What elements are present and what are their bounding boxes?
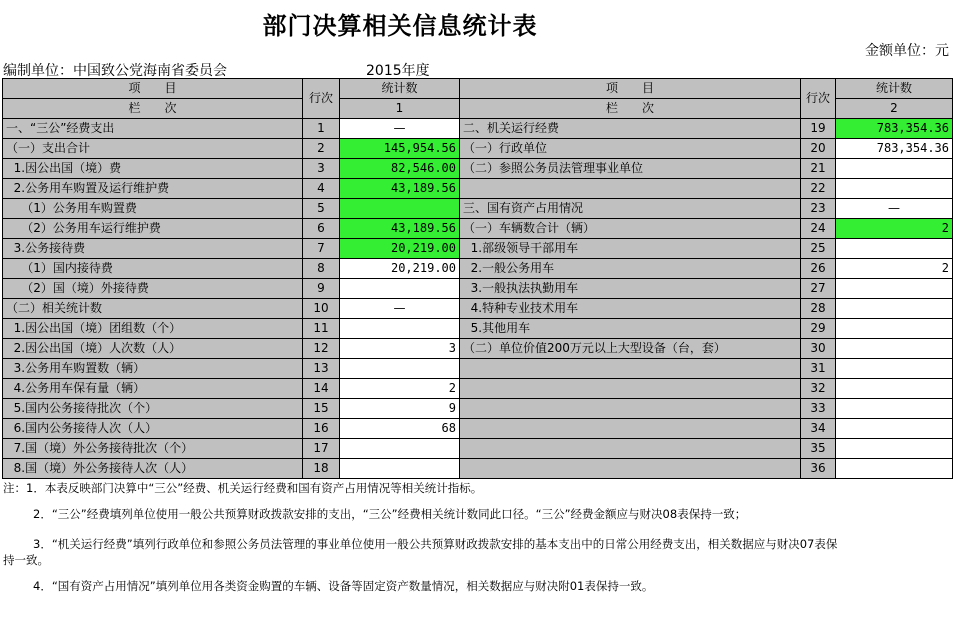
left-row-number: 6 (303, 219, 340, 239)
right-stat-value: — (836, 199, 953, 219)
right-item-label: （二）参照公务员法管理事业单位 (460, 159, 801, 179)
right-row-number: 25 (801, 239, 836, 259)
left-stat-value: 9 (340, 399, 460, 419)
right-row-number: 19 (801, 119, 836, 139)
left-stat-value: 82,546.00 (340, 159, 460, 179)
left-row-number: 9 (303, 279, 340, 299)
left-stat-value (340, 319, 460, 339)
table-row (3, 299, 953, 319)
header-rownum-left: 行次 (303, 79, 340, 119)
left-row-number: 18 (303, 459, 340, 479)
right-item-label (460, 439, 801, 459)
left-stat-value (340, 439, 460, 459)
right-item-label: 5.其他用车 (460, 319, 801, 339)
right-item-label (460, 379, 801, 399)
right-stat-value: 783,354.36 (836, 119, 953, 139)
note-3: 3．“机关运行经费”填列行政单位和参照公务员法管理的事业单位使用一般公共预算财政拨款安排的基本支出中的日常公用经费支出，相关数据应与财决07表保 (33, 537, 838, 551)
left-item-label: 8.国（境）外公务接待人次（人） (3, 459, 303, 479)
statistics-table (2, 78, 953, 479)
header-rownum-right: 行次 (801, 79, 836, 119)
header-item-left: 项 目 (3, 79, 303, 99)
right-stat-value: 783,354.36 (836, 139, 953, 159)
right-row-number: 22 (801, 179, 836, 199)
right-item-label (460, 359, 801, 379)
left-item-label: 5.国内公务接待批次（个） (3, 399, 303, 419)
right-item-label (460, 399, 801, 419)
left-row-number: 1 (303, 119, 340, 139)
left-row-number: 15 (303, 399, 340, 419)
left-row-number: 16 (303, 419, 340, 439)
table-row (3, 159, 953, 179)
left-row-number: 3 (303, 159, 340, 179)
right-stat-value (836, 299, 953, 319)
table-row (3, 359, 953, 379)
right-row-number: 20 (801, 139, 836, 159)
left-item-label: （1）国内接待费 (3, 259, 303, 279)
right-item-label (460, 179, 801, 199)
left-row-number: 11 (303, 319, 340, 339)
left-item-label: 1.因公出国（境）团组数（个） (3, 319, 303, 339)
table-row (3, 259, 953, 279)
left-row-number: 7 (303, 239, 340, 259)
right-stat-value (836, 399, 953, 419)
table-row (3, 339, 953, 359)
table-row (3, 219, 953, 239)
header-stat-right: 统计数 (836, 79, 953, 99)
left-stat-value: 20,219.00 (340, 239, 460, 259)
right-item-label: 3.一般执法执勤用车 (460, 279, 801, 299)
right-item-label: 2.一般公务用车 (460, 259, 801, 279)
right-item-label: 1.部级领导干部用车 (460, 239, 801, 259)
left-row-number: 14 (303, 379, 340, 399)
right-row-number: 24 (801, 219, 836, 239)
left-item-label: 2.因公出国（境）人次数（人） (3, 339, 303, 359)
table-row (3, 199, 953, 219)
right-row-number: 28 (801, 299, 836, 319)
right-row-number: 35 (801, 439, 836, 459)
left-stat-value: 20,219.00 (340, 259, 460, 279)
table-row (3, 179, 953, 199)
right-row-number: 23 (801, 199, 836, 219)
right-row-number: 33 (801, 399, 836, 419)
right-stat-value (836, 239, 953, 259)
left-item-label: 7.国（境）外公务接待批次（个） (3, 439, 303, 459)
table-row (3, 419, 953, 439)
header-col-right: 栏 次 (460, 99, 801, 119)
left-stat-value: 43,189.56 (340, 179, 460, 199)
table-row (3, 399, 953, 419)
left-item-label: （二）相关统计数 (3, 299, 303, 319)
header-col-left: 栏 次 (3, 99, 303, 119)
footnotes (3, 480, 951, 594)
right-stat-value (836, 279, 953, 299)
table-row (3, 239, 953, 259)
left-item-label: （一）支出合计 (3, 139, 303, 159)
left-item-label: 一、“三公”经费支出 (3, 119, 303, 139)
note-2: 2．“三公”经费填列单位使用一般公共预算财政拨款安排的支出，“三公”经费相关统计数同此口径。“三公”经费金额应与财决08表保持一致； (33, 507, 747, 521)
left-item-label: 3.公务用车购置数（辆） (3, 359, 303, 379)
left-item-label: 1.因公出国（境）费 (3, 159, 303, 179)
right-item-label: （二）单位价值200万元以上大型设备（台，套） (460, 339, 801, 359)
left-stat-value: 68 (340, 419, 460, 439)
left-item-label: （1）公务用车购置费 (3, 199, 303, 219)
right-item-label: （一）车辆数合计（辆） (460, 219, 801, 239)
left-stat-value (340, 279, 460, 299)
right-stat-value (836, 179, 953, 199)
right-row-number: 29 (801, 319, 836, 339)
left-row-number: 10 (303, 299, 340, 319)
right-row-number: 27 (801, 279, 836, 299)
left-stat-value: 3 (340, 339, 460, 359)
right-row-number: 34 (801, 419, 836, 439)
left-row-number: 4 (303, 179, 340, 199)
right-item-label: 三、国有资产占用情况 (460, 199, 801, 219)
note-4: 4．“国有资产占用情况”填列单位用各类资金购置的车辆、设备等固定资产数量情况，相关数据应与财决附01表保持一致。 (33, 579, 654, 593)
right-stat-value: 2 (836, 219, 953, 239)
right-stat-value (836, 459, 953, 479)
header-colno-left: 1 (340, 99, 460, 119)
left-item-label: （2）国（境）外接待费 (3, 279, 303, 299)
left-item-label: 4.公务用车保有量（辆） (3, 379, 303, 399)
header-stat-left: 统计数 (340, 79, 460, 99)
right-row-number: 32 (801, 379, 836, 399)
right-row-number: 26 (801, 259, 836, 279)
left-row-number: 2 (303, 139, 340, 159)
right-stat-value: 2 (836, 259, 953, 279)
left-stat-value: — (340, 119, 460, 139)
right-row-number: 36 (801, 459, 836, 479)
page-title: 部门决算相关信息统计表 (262, 12, 538, 40)
left-item-label: 3.公务接待费 (3, 239, 303, 259)
right-stat-value (836, 319, 953, 339)
table-row (3, 439, 953, 459)
table-row (3, 139, 953, 159)
right-row-number: 30 (801, 339, 836, 359)
right-item-label (460, 459, 801, 479)
right-stat-value (836, 379, 953, 399)
right-item-label: 二、机关运行经费 (460, 119, 801, 139)
table-row (3, 279, 953, 299)
right-stat-value (836, 339, 953, 359)
left-row-number: 8 (303, 259, 340, 279)
currency-unit: 金额单位：元 (865, 43, 949, 59)
left-stat-value: 145,954.56 (340, 139, 460, 159)
left-stat-value: 2 (340, 379, 460, 399)
table-row (3, 319, 953, 339)
header-colno-right: 2 (836, 99, 953, 119)
table-row (3, 459, 953, 479)
right-stat-value (836, 159, 953, 179)
left-stat-value: — (340, 299, 460, 319)
left-stat-value: 43,189.56 (340, 219, 460, 239)
right-item-label: 4.特种专业技术用车 (460, 299, 801, 319)
note-3-cont: 持一致。 (3, 553, 49, 567)
left-stat-value (340, 459, 460, 479)
right-item-label: （一）行政单位 (460, 139, 801, 159)
right-item-label (460, 419, 801, 439)
left-row-number: 5 (303, 199, 340, 219)
organization-label: 编制单位：中国致公党海南省委员会 (3, 63, 227, 79)
right-stat-value (836, 419, 953, 439)
right-stat-value (836, 439, 953, 459)
right-stat-value (836, 359, 953, 379)
left-row-number: 12 (303, 339, 340, 359)
right-row-number: 31 (801, 359, 836, 379)
header-row-1 (3, 79, 953, 99)
table-row (3, 379, 953, 399)
left-stat-value (340, 359, 460, 379)
note-1: 注：1．本表反映部门决算中“三公”经费、机关运行经费和国有资产占用情况等相关统计指标。 (3, 481, 483, 495)
left-item-label: 2.公务用车购置及运行维护费 (3, 179, 303, 199)
left-item-label: （2）公务用车运行维护费 (3, 219, 303, 239)
header-item-right: 项 目 (460, 79, 801, 99)
left-row-number: 13 (303, 359, 340, 379)
left-row-number: 17 (303, 439, 340, 459)
table-row (3, 119, 953, 139)
left-stat-value (340, 199, 460, 219)
left-item-label: 6.国内公务接待人次（人） (3, 419, 303, 439)
right-row-number: 21 (801, 159, 836, 179)
fiscal-year: 2015年度 (366, 63, 430, 79)
